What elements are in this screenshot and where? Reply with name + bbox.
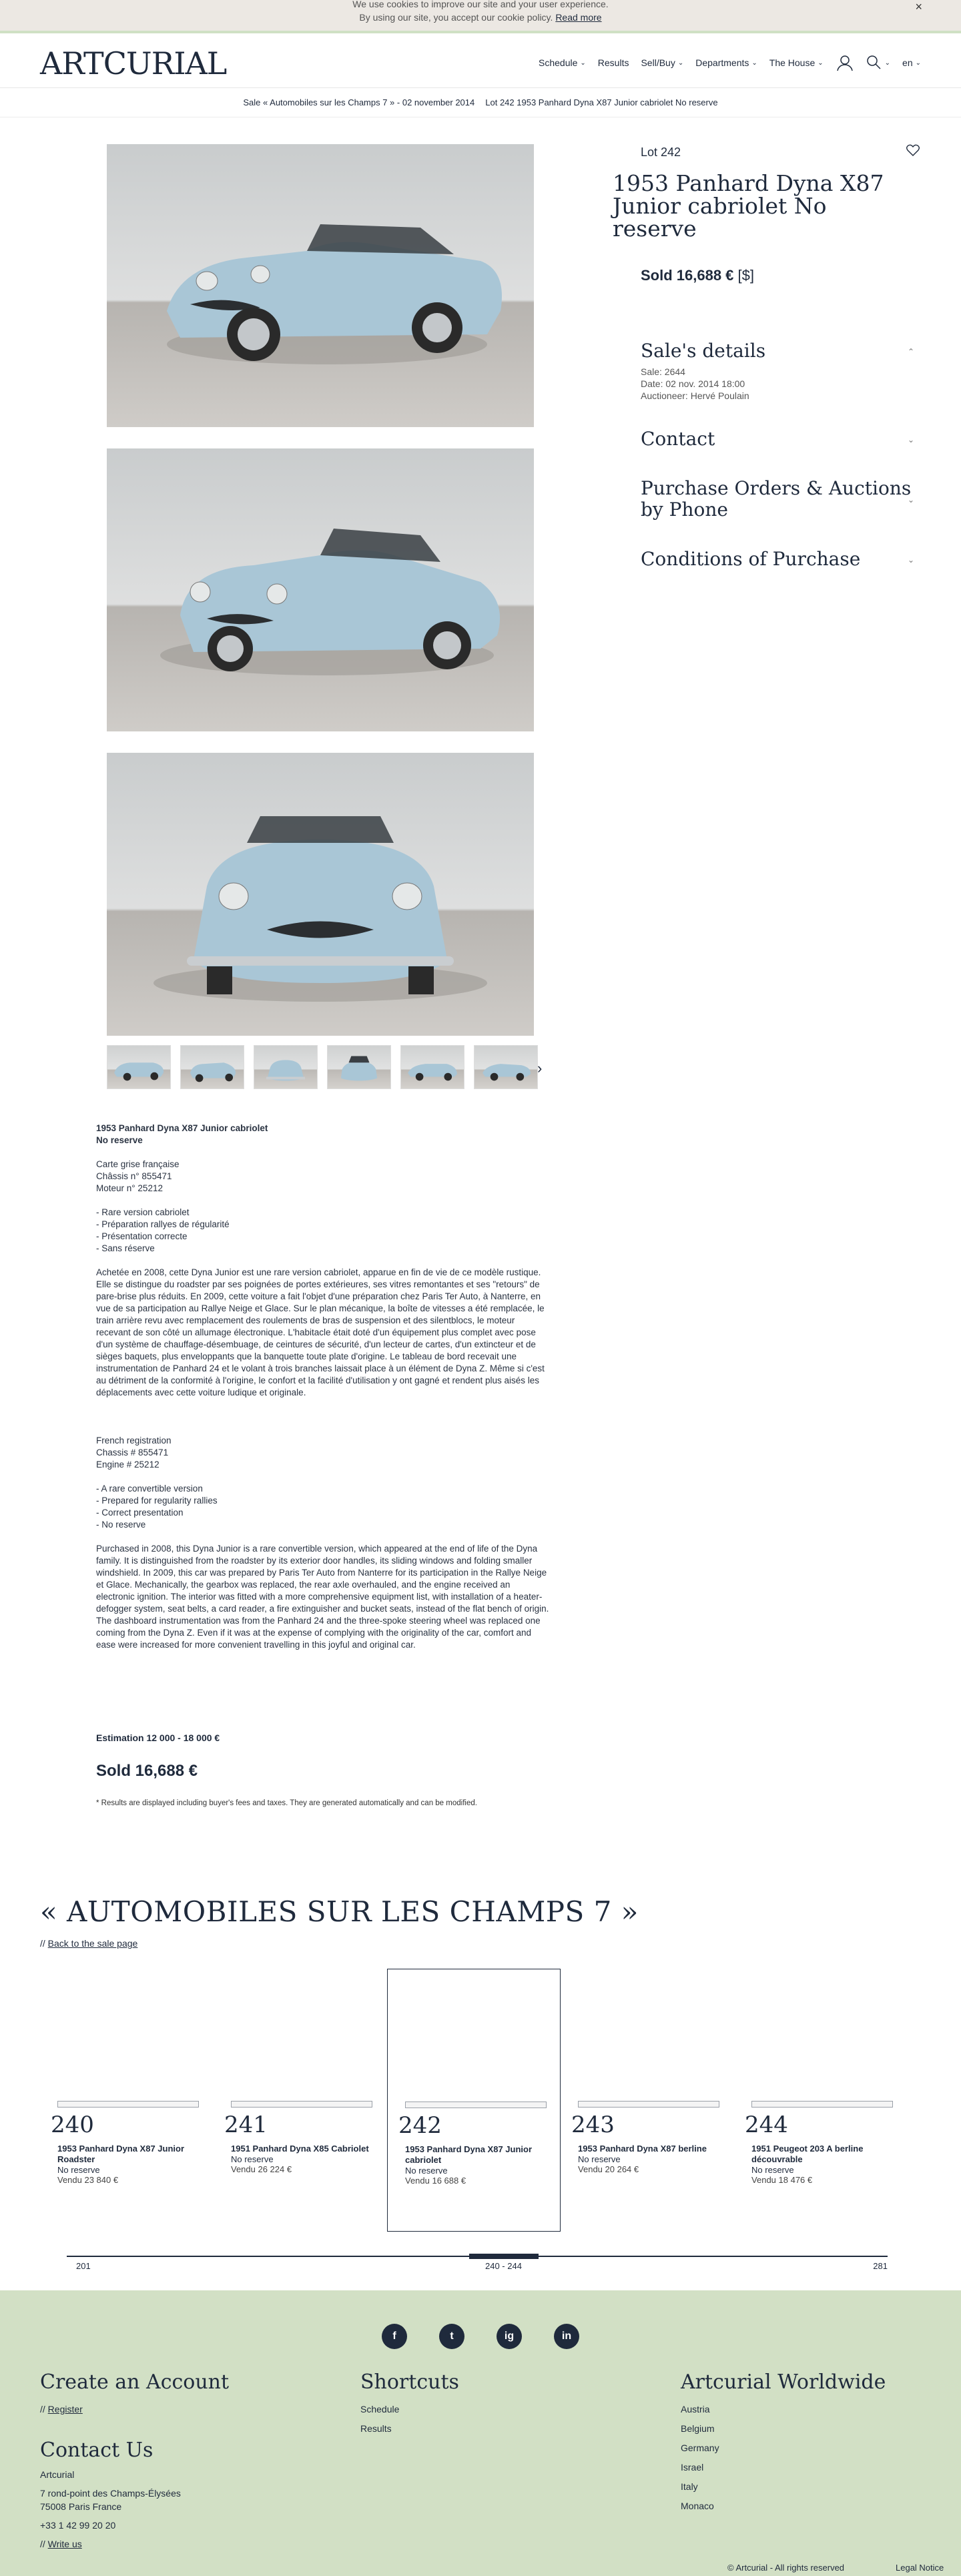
search-toggle[interactable] (866, 55, 890, 71)
cookie-text-2: By using our site, you accept our cookie policy. (359, 12, 553, 23)
nav-departments[interactable]: Departments ⌄ (695, 57, 757, 68)
lot-card-name: 1953 Panhard Dyna X87 berline (578, 2144, 707, 2154)
results-note: * Results are displayed including buyer's fees and taxes. They are generated automatically and can be modified. (96, 1799, 477, 1807)
desc-en-registration: French registration (96, 1435, 172, 1445)
register-link[interactable]: Register (47, 2404, 83, 2414)
lot-card-reserve: No reserve (231, 2154, 274, 2164)
sale-auctioneer: Auctioneer: Hervé Poulain (641, 390, 749, 401)
lot-card-reserve: No reserve (57, 2165, 100, 2175)
lot-photo-1[interactable] (107, 144, 534, 427)
search-icon (866, 55, 882, 71)
thumbnail[interactable] (107, 1045, 171, 1089)
footer-company: Artcurial (40, 2469, 75, 2480)
worldwide-belgium[interactable]: Belgium (681, 2423, 715, 2434)
thumbnail-strip (107, 1045, 561, 1092)
desc-en-text: Purchased in 2008, this Dyna Junior is a rare convertible version, which appeared at the end of life of the Dyna family. It is distinguished from the roadster by its exterior door handles, its sliding windows and folding smaller windshield. In 2009, this car was prepared by Paris Ter Auto from Nanterre for its participation in the Rallye Neige et Glace. Mechanically, the gearbox was replaced, the rear axle overhauled, and the engine received an electronic ignition. The interior was fitted with a more comprehensive equipment list, with installation of a heater-defogger system, seat belts, a card reader, a fire extinguisher and bucket seats, instead of the flat bench of origin. The dashboard instrumentation was from the Panhard 24 and the three-spoke steering wheel was replaced one coming from the Dyna Z. Even if it was at the expense of complying with the originality of the car, comfort and ease were increased for more convenient travelling in this joyful and original car. (96, 1544, 549, 1650)
lot-card-number: 242 (398, 2112, 442, 2139)
lot-photo-2[interactable] (107, 448, 534, 731)
breadcrumb-sale[interactable]: Sale « Automobiles sur les Champs 7 » - 02 november 2014 (243, 97, 475, 107)
footer-address-2: 75008 Paris France (40, 2501, 122, 2512)
lot-card[interactable] (734, 1969, 908, 2232)
lot-card-sold: Vendu 26 224 € (231, 2164, 292, 2174)
lot-card-image-placeholder (578, 2101, 719, 2108)
conditions-section[interactable] (641, 549, 914, 570)
desc-no-reserve: No reserve (96, 1135, 143, 1145)
shortcuts-title: Shortcuts (360, 2370, 459, 2394)
close-icon[interactable]: × (915, 0, 922, 13)
lot-card-number: 244 (745, 2112, 788, 2138)
cookie-text-1: We use cookies to improve our site and your user experience. (352, 0, 609, 9)
lot-card-reserve: No reserve (751, 2165, 794, 2175)
sold-result: Sold 16,688 € (96, 1762, 198, 1780)
lot-number: Lot 242 (641, 145, 681, 159)
lot-description (96, 1122, 550, 1651)
back-to-sale-link[interactable]: Back to the sale page (47, 1938, 138, 1949)
desc-en-bullet: - Correct presentation (96, 1508, 184, 1518)
cookie-banner (0, 0, 961, 33)
nav-the-house[interactable]: The House ⌄ (769, 57, 824, 68)
facebook-icon[interactable]: f (382, 2324, 407, 2349)
desc-fr-registration: Carte grise française (96, 1159, 180, 1169)
pager-current: 240 - 244 (485, 2261, 522, 2271)
desc-fr-engine: Moteur n° 25212 (96, 1183, 163, 1193)
sale-details-section[interactable] (641, 340, 914, 402)
lot-card[interactable] (40, 1969, 214, 2232)
main-nav (539, 53, 921, 72)
lot-card-image-placeholder (751, 2101, 893, 2108)
contact-us-title: Contact Us (40, 2439, 153, 2462)
thumbnail[interactable] (474, 1045, 538, 1089)
chevron-down-icon: ⌄ (915, 59, 921, 67)
chevron-down-icon: ⌄ (580, 59, 586, 67)
thumbnail[interactable] (327, 1045, 391, 1089)
footer-contact: Contact Us Artcurial 7 rond-point des Champs-Élysées 75008 Paris France +33 1 42 99 20 20 // Write us (40, 2439, 181, 2549)
chevron-down-icon[interactable]: ⌄ (907, 495, 914, 505)
desc-fr-bullet: - Sans réserve (96, 1243, 155, 1253)
pager-start: 201 (76, 2261, 91, 2271)
shortcut-results[interactable]: Results (360, 2423, 392, 2434)
logo[interactable]: ARTCURIAL (40, 45, 227, 81)
worldwide-italy[interactable]: Italy (681, 2481, 698, 2492)
create-account-title: Create an Account (40, 2370, 230, 2394)
worldwide-germany[interactable]: Germany (681, 2443, 719, 2453)
desc-fr-bullet: - Préparation rallyes de régularité (96, 1219, 230, 1229)
instagram-icon[interactable]: ig (497, 2324, 522, 2349)
pager-end: 281 (873, 2261, 888, 2271)
nav-results[interactable]: Results (597, 57, 629, 68)
lot-carousel (40, 1969, 908, 2232)
conditions-title[interactable]: Conditions of Purchase (641, 548, 861, 570)
sold-price: Sold 16,688 € [$] (641, 267, 755, 284)
desc-en-bullet: - No reserve (96, 1520, 146, 1530)
write-us-link[interactable]: Write us (47, 2539, 82, 2549)
chevron-up-icon[interactable]: ⌃ (907, 347, 914, 356)
lot-card-sold: Vendu 20 264 € (578, 2164, 639, 2174)
twitter-icon[interactable]: t (439, 2324, 464, 2349)
thumbnail[interactable] (400, 1045, 464, 1089)
back-to-sale: // Back to the sale page (40, 1938, 138, 1949)
chevron-down-icon: ⌄ (751, 59, 757, 67)
chevron-down-icon: ⌄ (818, 59, 824, 67)
footer-worldwide (681, 2370, 886, 2516)
breadcrumb-lot: Lot 242 1953 Panhard Dyna X87 Junior cabriolet No reserve (485, 97, 718, 107)
footer-account: Create an Account // Register (40, 2370, 230, 2414)
thumbnail[interactable] (180, 1045, 244, 1089)
desc-fr-bullet: - Rare version cabriolet (96, 1207, 190, 1217)
desc-heading: 1953 Panhard Dyna X87 Junior cabriolet (96, 1123, 268, 1133)
sale-number: Sale: 2644 (641, 366, 685, 377)
pager-handle[interactable] (469, 2254, 539, 2259)
desc-en-chassis: Chassis # 855471 (96, 1447, 169, 1458)
desc-fr-bullet: - Présentation correcte (96, 1231, 188, 1241)
lot-card-sold: Vendu 23 840 € (57, 2175, 119, 2185)
sale-details-title[interactable]: Sale's details (641, 340, 766, 362)
desc-en-engine: Engine # 25212 (96, 1460, 159, 1470)
legal-notice-link[interactable]: Legal Notice (896, 2563, 944, 2573)
nav-sell-buy[interactable]: Sell/Buy ⌄ (641, 57, 684, 68)
chevron-down-icon: ⌄ (884, 59, 891, 67)
lot-title: 1953 Panhard Dyna X87 Junior cabriolet No reserve (613, 170, 884, 242)
contact-title[interactable]: Contact (641, 428, 715, 450)
lot-card-number: 243 (571, 2112, 615, 2138)
lot-card-image-placeholder (57, 2101, 199, 2108)
lot-photo-3[interactable] (107, 753, 534, 1036)
linkedin-icon[interactable]: in (554, 2324, 579, 2349)
desc-en-bullet: - Prepared for regularity rallies (96, 1496, 218, 1506)
lot-card-sold: Vendu 16 688 € (405, 2176, 466, 2186)
chevron-down-icon[interactable]: ⌄ (907, 555, 914, 565)
user-icon[interactable] (836, 53, 854, 72)
sale-date: Date: 02 nov. 2014 18:00 (641, 378, 745, 389)
lot-card-active[interactable] (387, 1969, 561, 2232)
lot-card-name: 1953 Panhard Dyna X87 Junior cabriolet (405, 2144, 533, 2165)
lot-card-image-placeholder (405, 2102, 547, 2108)
worldwide-austria[interactable]: Austria (681, 2404, 710, 2414)
chevron-down-icon[interactable]: ⌄ (907, 435, 914, 444)
worldwide-israel[interactable]: Israel (681, 2462, 704, 2473)
nav-schedule[interactable]: Schedule ⌄ (539, 57, 586, 68)
footer-phone[interactable]: +33 1 42 99 20 20 (40, 2520, 116, 2531)
chevron-down-icon: ⌄ (677, 59, 684, 67)
breadcrumb (0, 88, 961, 117)
lot-card[interactable] (214, 1969, 387, 2232)
purchase-orders-section[interactable] (641, 478, 914, 521)
desc-fr-text: Achetée en 2008, cette Dyna Junior est une rare version cabriolet, apparue en fin de vie de ce modèle rustique. Elle se distingue du roadster par ses poignées de portes extérieures, ses vitres remontantes et ses "retours" de pare-brise plus réduits. En 2009, cette voiture a fait l'objet d'une préparation chez Paris Ter Auto, à Nanterre, en vue de sa participation au Rallye Neige et Glace. Sur le plan mécanique, la boîte de vitesses a été remplacée, le train arrière revu avec remplacement des roulements de bras de suspension et des silentblocs, le moteur recevant de son côté un allumage électronique. L'habitacle était doté d'un équipement plus complet avec pose d'un système de chauffage-désembuage, de ceintures de sécurité, d'un lecteur de cartes, d'un extincteur et de sièges baquets, plus enveloppants que la banquette toute plate d'origine. Le tableau de bord recevait une instrumentation de Panhard 24 et le volant à trois branches laissait place à un élément de Dyna Z. Même si c'est au détriment de la conformité à l'origine, le confort et la facilité d'utilisation y ont gagné et rendent plus aisés les déplacements avec cette voiture ludique et originale. (96, 1267, 545, 1397)
site-header (0, 36, 961, 88)
worldwide-monaco[interactable]: Monaco (681, 2501, 714, 2511)
contact-section[interactable] (641, 428, 914, 450)
lot-card-reserve: No reserve (405, 2166, 448, 2176)
desc-fr-chassis: Châssis n° 855471 (96, 1171, 172, 1181)
lot-card-number: 240 (51, 2112, 94, 2138)
language-select[interactable]: en ⌄ (902, 57, 921, 68)
chevron-right-icon[interactable]: › (537, 1060, 543, 1076)
thumbnail[interactable] (254, 1045, 318, 1089)
lot-card-name: 1951 Panhard Dyna X85 Cabriolet (231, 2144, 369, 2154)
worldwide-title: Artcurial Worldwide (681, 2370, 886, 2394)
purchase-orders-title[interactable]: Purchase Orders & Auctions by Phone (641, 477, 912, 521)
sale-title: « AUTOMOBILES SUR LES CHAMPS 7 » (40, 1895, 639, 1928)
lot-pager (67, 2256, 888, 2276)
footer-shortcuts (360, 2370, 459, 2439)
currency-toggle[interactable]: [$] (737, 267, 755, 284)
lot-card-image-placeholder (231, 2101, 372, 2108)
lot-card-sold: Vendu 18 476 € (751, 2175, 813, 2185)
desc-en-bullet: - A rare convertible version (96, 1484, 203, 1494)
lot-card[interactable] (561, 1969, 734, 2232)
estimate: Estimation 12 000 - 18 000 € (96, 1732, 220, 1743)
lot-card-number: 241 (224, 2112, 268, 2138)
lot-card-name: 1953 Panhard Dyna X87 Junior Roadster (57, 2144, 185, 2164)
footer-address-1: 7 rond-point des Champs-Élysées (40, 2488, 181, 2499)
site-footer (0, 2290, 961, 2576)
cookie-read-more-link[interactable]: Read more (555, 12, 602, 23)
shortcut-schedule[interactable]: Schedule (360, 2404, 400, 2414)
lot-card-reserve: No reserve (578, 2154, 621, 2164)
favorite-heart-icon[interactable] (906, 144, 920, 159)
social-links (0, 2324, 961, 2349)
lot-card-name: 1951 Peugeot 203 A berline découvrable (751, 2144, 864, 2164)
copyright: © Artcurial - All rights reserved (727, 2563, 845, 2573)
